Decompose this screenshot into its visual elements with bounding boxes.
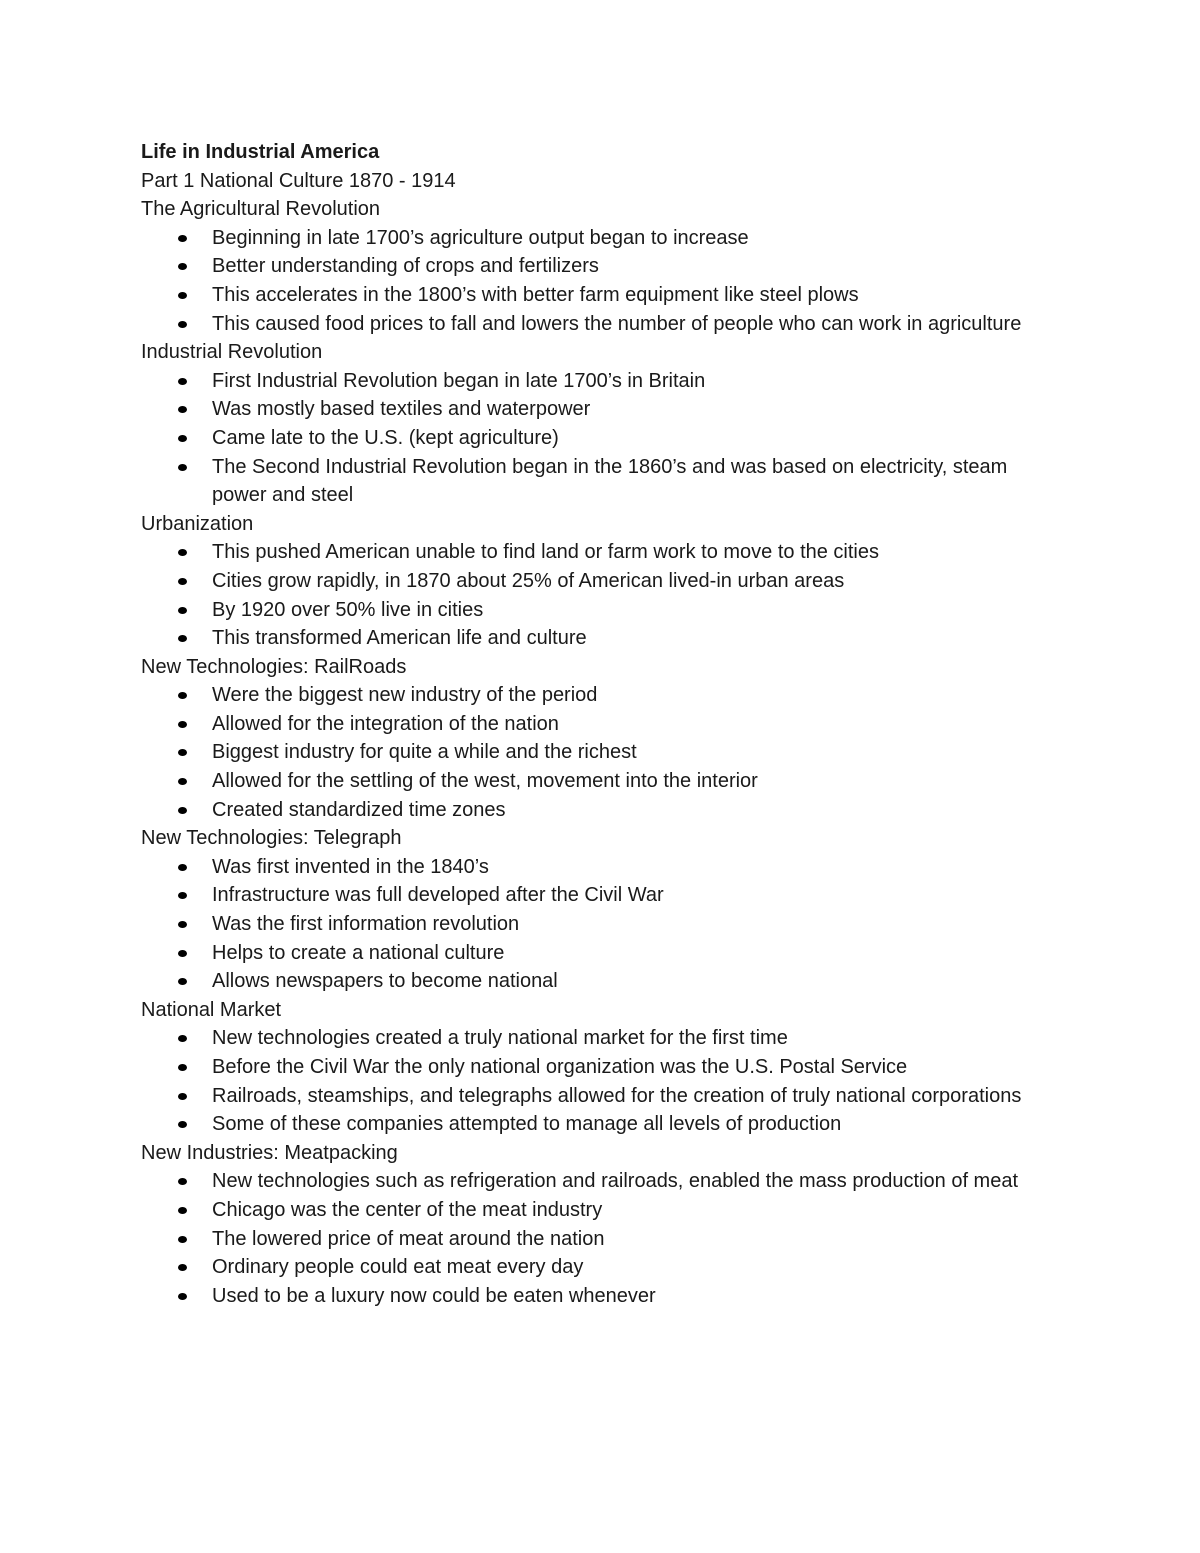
bullet-list: [141, 853, 1041, 996]
list-item: [141, 281, 1041, 310]
list-item-text: Cities grow rapidly, in 1870 about 25% of American lived-in urban areas: [212, 569, 845, 592]
list-item-text: Was mostly based textiles and waterpower: [212, 398, 591, 421]
bullet-icon: [178, 864, 187, 871]
bullet-list: [141, 224, 1041, 338]
bullet-icon: [178, 807, 187, 814]
list-item: [141, 710, 1041, 739]
section-heading: New Industries: Meatpacking: [141, 1141, 398, 1164]
list-item-text: Chicago was the center of the meat industry: [212, 1198, 603, 1221]
list-item: [141, 596, 1041, 625]
list-item: [141, 395, 1041, 424]
list-item-text: The Second Industrial Revolution began in the 1860’s and was based on electricity, steam power and steel: [212, 455, 1008, 507]
bullet-list: [141, 1167, 1041, 1310]
list-item-text: Allowed for the settling of the west, movement into the interior: [212, 770, 758, 793]
list-item-text: First Industrial Revolution began in late 1700’s in Britain: [212, 369, 706, 392]
bullet-icon: [178, 235, 187, 242]
section: [141, 338, 1041, 510]
bullet-icon: [178, 263, 187, 270]
section-heading: National Market: [141, 998, 282, 1021]
bullet-icon: [178, 1093, 187, 1100]
bullet-icon: [178, 950, 187, 957]
bullet-icon: [178, 292, 187, 299]
bullet-icon: [178, 321, 187, 328]
list-item-text: Were the biggest new industry of the period: [212, 684, 598, 707]
bullet-icon: [178, 1064, 187, 1071]
list-item: [141, 252, 1041, 281]
list-item: [141, 310, 1041, 339]
list-item-text: Railroads, steamships, and telegraphs allowed for the creation of truly national corporations: [212, 1084, 1022, 1107]
list-item-text: This transformed American life and culture: [212, 627, 587, 650]
list-item: [141, 1167, 1041, 1196]
section: [141, 510, 1041, 653]
list-item-text: Allowed for the integration of the nation: [212, 712, 559, 735]
list-item-text: New technologies such as refrigeration and railroads, enabled the mass production of meat: [212, 1170, 1019, 1193]
section: [141, 996, 1041, 1139]
list-item: [141, 453, 1041, 510]
list-item-text: The lowered price of meat around the nation: [212, 1227, 605, 1250]
list-item: [141, 367, 1041, 396]
section: [141, 195, 1041, 338]
list-item: [141, 1053, 1041, 1082]
list-item: [141, 767, 1041, 796]
bullet-icon: [178, 978, 187, 985]
list-item-text: By 1920 over 50% live in cities: [212, 598, 484, 621]
list-item-text: Used to be a luxury now could be eaten whenever: [212, 1284, 656, 1307]
list-item: [141, 624, 1041, 653]
list-item: [141, 881, 1041, 910]
section-heading: Industrial Revolution: [141, 341, 323, 364]
section: [141, 824, 1041, 996]
bullet-icon: [178, 892, 187, 899]
list-item: [141, 1110, 1041, 1139]
list-item: [141, 1225, 1041, 1254]
document-subtitle: Part 1 National Culture 1870 - 1914: [141, 169, 456, 192]
list-item-text: This accelerates in the 1800’s with better farm equipment like steel plows: [212, 283, 859, 306]
bullet-list: [141, 538, 1041, 652]
section-heading: The Agricultural Revolution: [141, 198, 381, 221]
list-item-text: Helps to create a national culture: [212, 941, 505, 964]
bullet-icon: [178, 1207, 187, 1214]
list-item: [141, 910, 1041, 939]
bullet-icon: [178, 1293, 187, 1300]
bullet-icon: [178, 635, 187, 642]
bullet-icon: [178, 1236, 187, 1243]
list-item: [141, 424, 1041, 453]
section-heading: Urbanization: [141, 512, 254, 535]
list-item-text: New technologies created a truly national market for the first time: [212, 1027, 788, 1050]
list-item-text: Created standardized time zones: [212, 798, 506, 821]
list-item: [141, 1253, 1041, 1282]
bullet-list: [141, 1024, 1041, 1138]
list-item: [141, 1024, 1041, 1053]
list-item: [141, 796, 1041, 825]
bullet-icon: [178, 921, 187, 928]
list-item: [141, 681, 1041, 710]
bullet-icon: [178, 692, 187, 699]
list-item: [141, 1196, 1041, 1225]
list-item-text: Infrastructure was full developed after the Civil War: [212, 884, 664, 907]
document-title: Life in Industrial America: [141, 141, 380, 163]
section-heading: New Technologies: RailRoads: [141, 655, 407, 678]
list-item-text: Better understanding of crops and fertilizers: [212, 255, 599, 278]
bullet-icon: [178, 406, 187, 413]
list-item-text: Allows newspapers to become national: [212, 970, 558, 993]
list-item-text: Before the Civil War the only national organization was the U.S. Postal Service: [212, 1056, 908, 1078]
bullet-icon: [178, 378, 187, 385]
list-item-text: Was first invented in the 1840’s: [212, 855, 489, 878]
list-item-text: This pushed American unable to find land or farm work to move to the cities: [212, 541, 880, 564]
list-item: [141, 738, 1041, 767]
list-item-text: Biggest industry for quite a while and the richest: [212, 741, 637, 764]
list-item-text: Was the first information revolution: [212, 913, 520, 936]
bullet-list: [141, 367, 1041, 510]
list-item: [141, 1282, 1041, 1311]
document-page: [141, 138, 1041, 1310]
bullet-icon: [178, 1264, 187, 1271]
list-item-text: Came late to the U.S. (kept agriculture): [212, 426, 559, 449]
bullet-icon: [178, 607, 187, 614]
bullet-icon: [178, 778, 187, 785]
bullet-icon: [178, 578, 187, 585]
list-item-text: This caused food prices to fall and lowers the number of people who can work in agriculture: [212, 312, 1022, 335]
bullet-icon: [178, 1178, 187, 1185]
list-item-text: Beginning in late 1700’s agriculture output began to increase: [212, 226, 749, 249]
list-item: [141, 538, 1041, 567]
list-item-text: Some of these companies attempted to manage all levels of production: [212, 1113, 842, 1136]
bullet-icon: [178, 435, 187, 442]
bullet-icon: [178, 549, 187, 556]
section: [141, 1139, 1041, 1311]
bullet-icon: [178, 721, 187, 728]
list-item: [141, 567, 1041, 596]
bullet-icon: [178, 1121, 187, 1128]
list-item: [141, 1082, 1041, 1111]
list-item: [141, 939, 1041, 968]
list-item: [141, 967, 1041, 996]
bullet-list: [141, 681, 1041, 824]
section-heading: New Technologies: Telegraph: [141, 827, 402, 850]
bullet-icon: [178, 464, 187, 471]
bullet-icon: [178, 749, 187, 756]
list-item: [141, 853, 1041, 882]
document-sections: [141, 195, 1041, 1310]
section: [141, 653, 1041, 825]
list-item-text: Ordinary people could eat meat every day: [212, 1256, 584, 1279]
list-item: [141, 224, 1041, 253]
bullet-icon: [178, 1035, 187, 1042]
